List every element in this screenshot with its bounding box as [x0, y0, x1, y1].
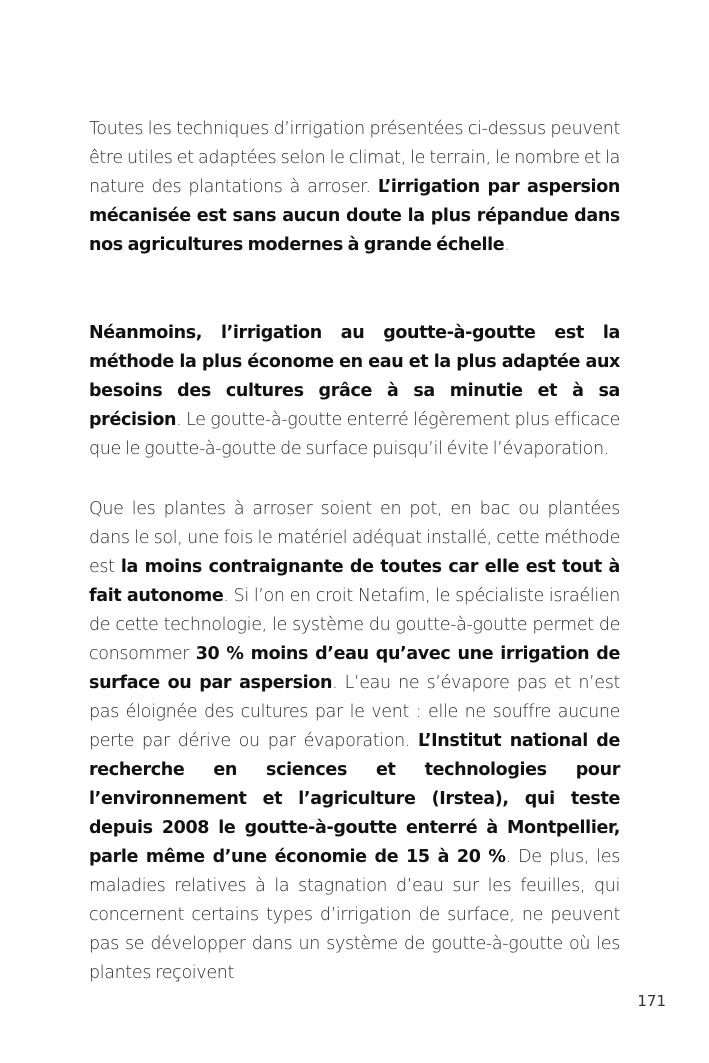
paragraph-3 — [89, 495, 620, 988]
p3-text-2: . Si l’on en croit Netafim, le spécialiste israélien de cette technologie, le système du goutte-à-goutte permet de consommer — [89, 586, 620, 664]
p1-bold-1: L’irrigation par aspersion mécanisée est sans aucun doute la plus répandue dans nos agricultures modernes à grande échelle — [89, 177, 620, 255]
p3-bold-3: L’Institut national de recherche en sciences et technologies pour l’environnement et l’agriculture (Irstea), qui teste depuis 2008 le goutte-à-goutte enterré à Montpellier, parle même d’une économie de 15 à 20 % — [89, 731, 621, 867]
p2-bold-1: Néanmoins, l’irrigation au goutte-à-goutte est la méthode la plus économe en eau et la plus adaptée aux besoins des cultures grâce à sa minutie et à sa précision — [89, 323, 620, 430]
p1-text-1: Toutes les techniques d’irrigation présentées ci-dessus peuvent être utiles et adaptées selon le climat, le terrain, le nombre et la nature des plantations à arroser. — [89, 119, 620, 197]
p3-text-1: Que les plantes à arroser soient en pot, en bac ou plantées dans le sol, une fois le matériel adéquat installé, cette méthode est — [89, 499, 620, 577]
p3-text-3: . L’eau ne s’évapore pas et n’est pas éloignée des cultures par le vent : elle ne souffre aucune perte par dérive ou par évaporation. — [89, 673, 620, 751]
p2-text-1: . Le goutte-à-goutte enterré légèrement plus efficace que le goutte-à-goutte de surface puisqu’il évite l’évaporation. — [89, 410, 620, 459]
p3-text-4: . De plus, les maladies relatives à la stagnation d’eau sur les feuilles, qui concernent certains types d’irrigation de surface, ne peuvent pas se développer dans un système de goutte-à-goutte où les plantes reçoivent — [89, 847, 620, 983]
p1-text-2: . — [504, 235, 510, 255]
p3-bold-2: 30 % moins d’eau qu’avec une irrigation de surface ou par aspersion — [89, 644, 620, 693]
page-number: 171 — [637, 992, 666, 1010]
p3-bold-1: la moins contraignante de toutes car elle est tout à fait autonome — [89, 557, 620, 606]
paragraph-2 — [89, 319, 620, 464]
paragraph-1 — [89, 115, 620, 260]
